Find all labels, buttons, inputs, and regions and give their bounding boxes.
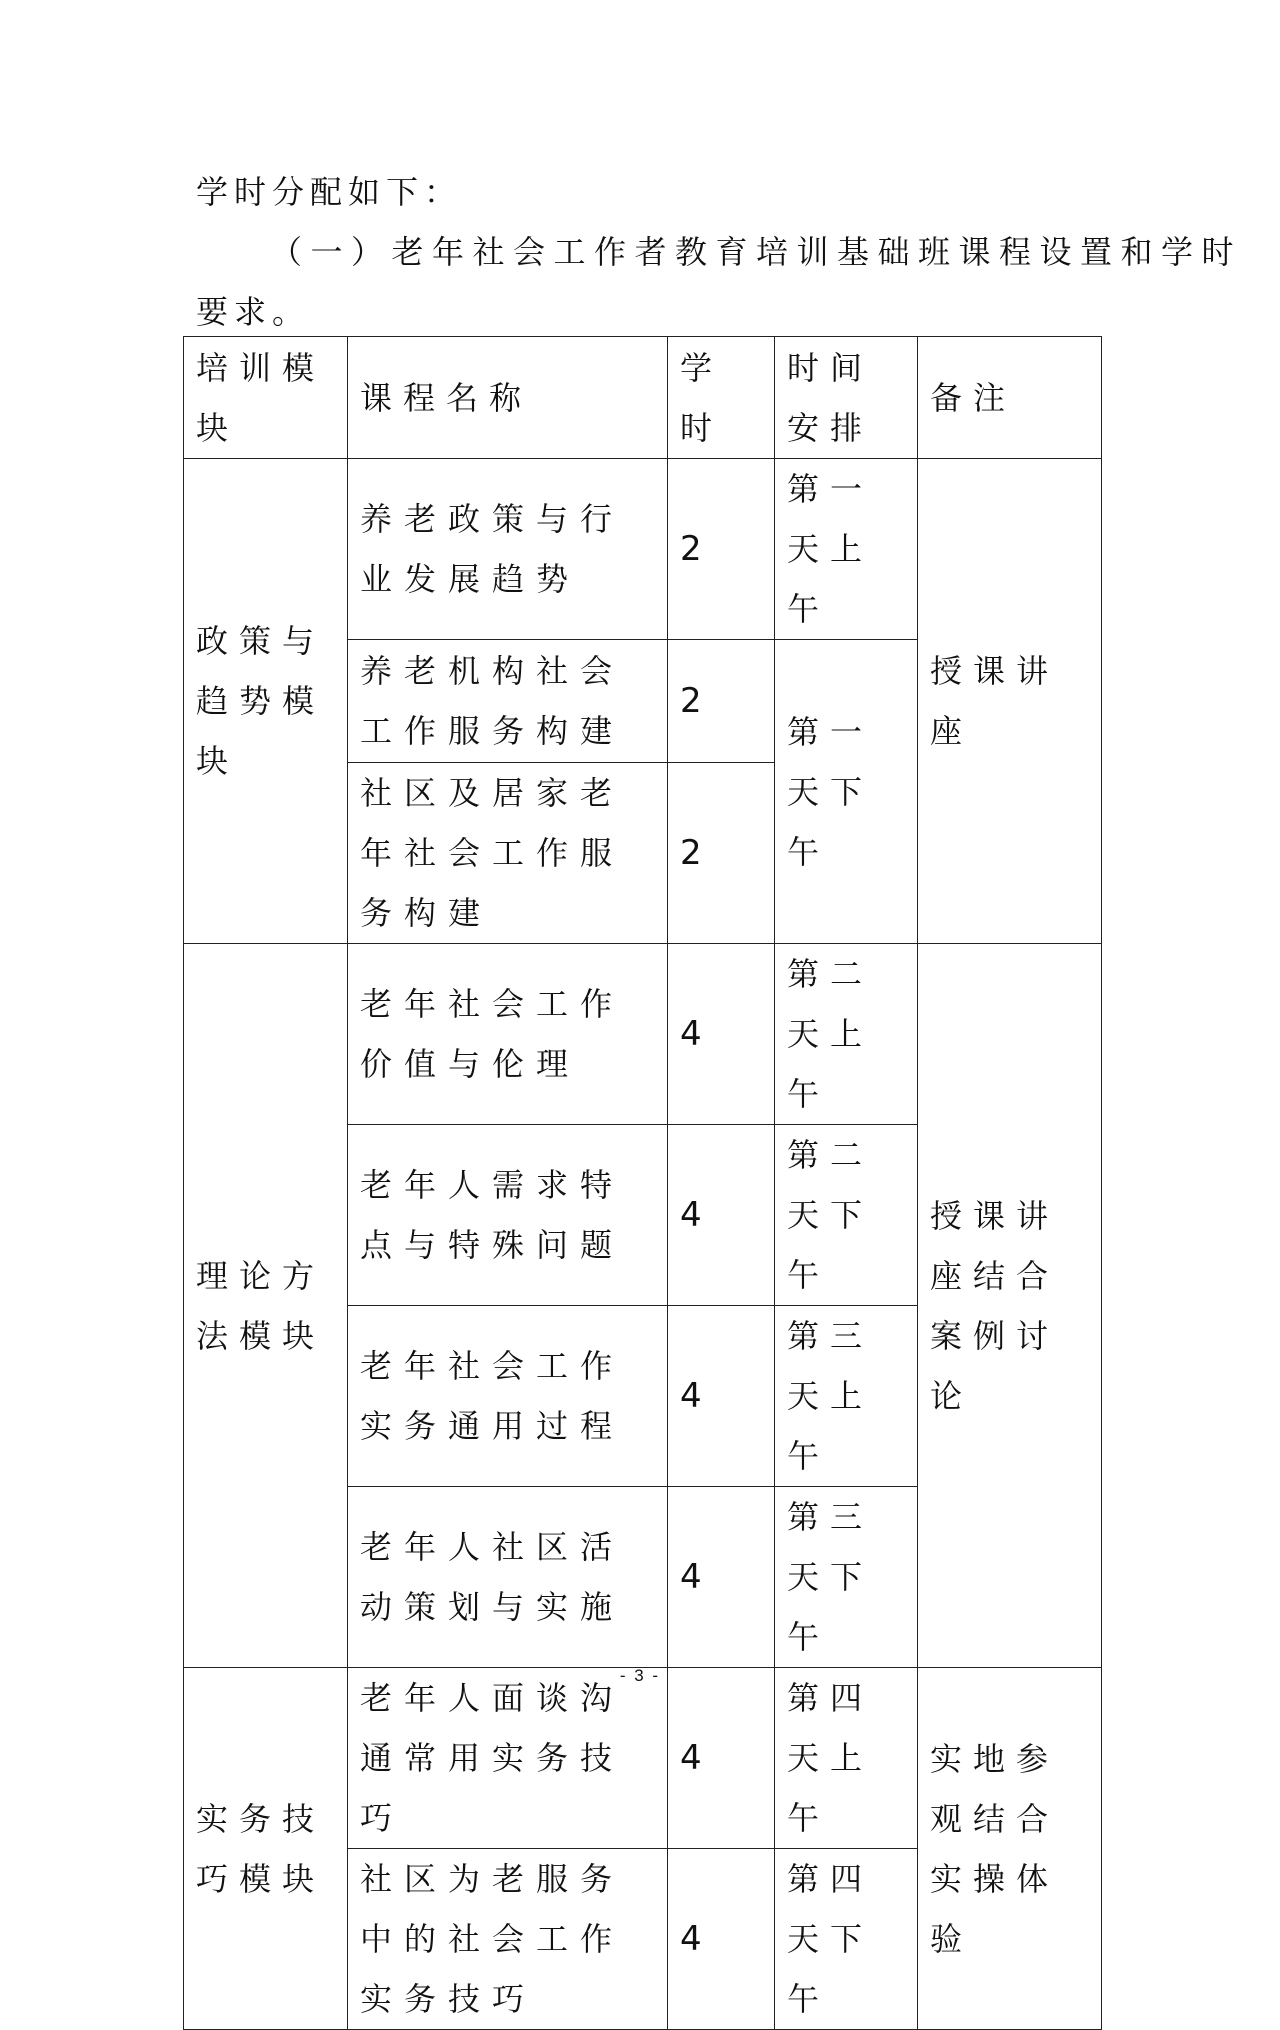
intro-text: 学时分配如下： <box>196 173 463 211</box>
course-name-cell: 社区及居家老年社会工作服务构建 <box>348 763 668 944</box>
course-schedule-table <box>183 336 1102 2030</box>
course-name-cell: 养老政策与行业发展趋势 <box>348 459 668 640</box>
hours-cell: 4 <box>668 1668 775 1849</box>
course-name-cell: 老年社会工作实务通用过程 <box>348 1306 668 1487</box>
header-time: 时间安排 <box>775 337 918 459</box>
table-row <box>184 1668 1102 1849</box>
hours-cell: 4 <box>668 944 775 1125</box>
table-row <box>184 459 1102 640</box>
hours-cell: 2 <box>668 763 775 944</box>
time-cell: 第四天下午 <box>775 1849 918 2030</box>
table-header-row <box>184 337 1102 459</box>
note-cell: 实地参观结合实操体验 <box>918 1668 1102 2030</box>
time-cell: 第一天上午 <box>775 459 918 640</box>
page-number: - 3 - <box>619 1666 661 1685</box>
course-name-cell: 老年人社区活动策划与实施 <box>348 1487 668 1668</box>
time-cell: 第二天下午 <box>775 1125 918 1306</box>
note-cell: 授课讲座结合案例讨论 <box>918 944 1102 1668</box>
time-cell: 第二天上午 <box>775 944 918 1125</box>
header-note: 备注 <box>918 337 1102 459</box>
time-cell: 第一天下午 <box>775 640 918 944</box>
course-name-cell: 老年人面谈沟通常用实务技巧 <box>348 1668 668 1849</box>
section-heading: （一）老年社会工作者教育培训基础班课程设置和学时 <box>270 233 1243 271</box>
header-hours: 学时 <box>668 337 775 459</box>
note-cell: 授课讲座 <box>918 459 1102 944</box>
time-cell: 第三天下午 <box>775 1487 918 1668</box>
header-course-name: 课程名称 <box>348 337 668 459</box>
module-cell: 政策与趋势模块 <box>184 459 348 944</box>
course-name-cell: 老年人需求特点与特殊问题 <box>348 1125 668 1306</box>
course-name-cell: 养老机构社会工作服务构建 <box>348 640 668 763</box>
hours-cell: 2 <box>668 640 775 763</box>
section-heading-continued: 要求。 <box>196 293 311 331</box>
hours-cell: 4 <box>668 1849 775 2030</box>
course-name-cell: 社区为老服务中的社会工作实务技巧 <box>348 1849 668 2030</box>
time-cell: 第四天上午 <box>775 1668 918 1849</box>
hours-cell: 4 <box>668 1125 775 1306</box>
hours-cell: 4 <box>668 1487 775 1668</box>
table-row <box>184 944 1102 1125</box>
module-cell: 理论方法模块 <box>184 944 348 1668</box>
module-cell: 实务技巧模块 <box>184 1668 348 2030</box>
time-cell: 第三天上午 <box>775 1306 918 1487</box>
hours-cell: 2 <box>668 459 775 640</box>
hours-cell: 4 <box>668 1306 775 1487</box>
course-name-cell: 老年社会工作价值与伦理 <box>348 944 668 1125</box>
header-module: 培训模块 <box>184 337 348 459</box>
